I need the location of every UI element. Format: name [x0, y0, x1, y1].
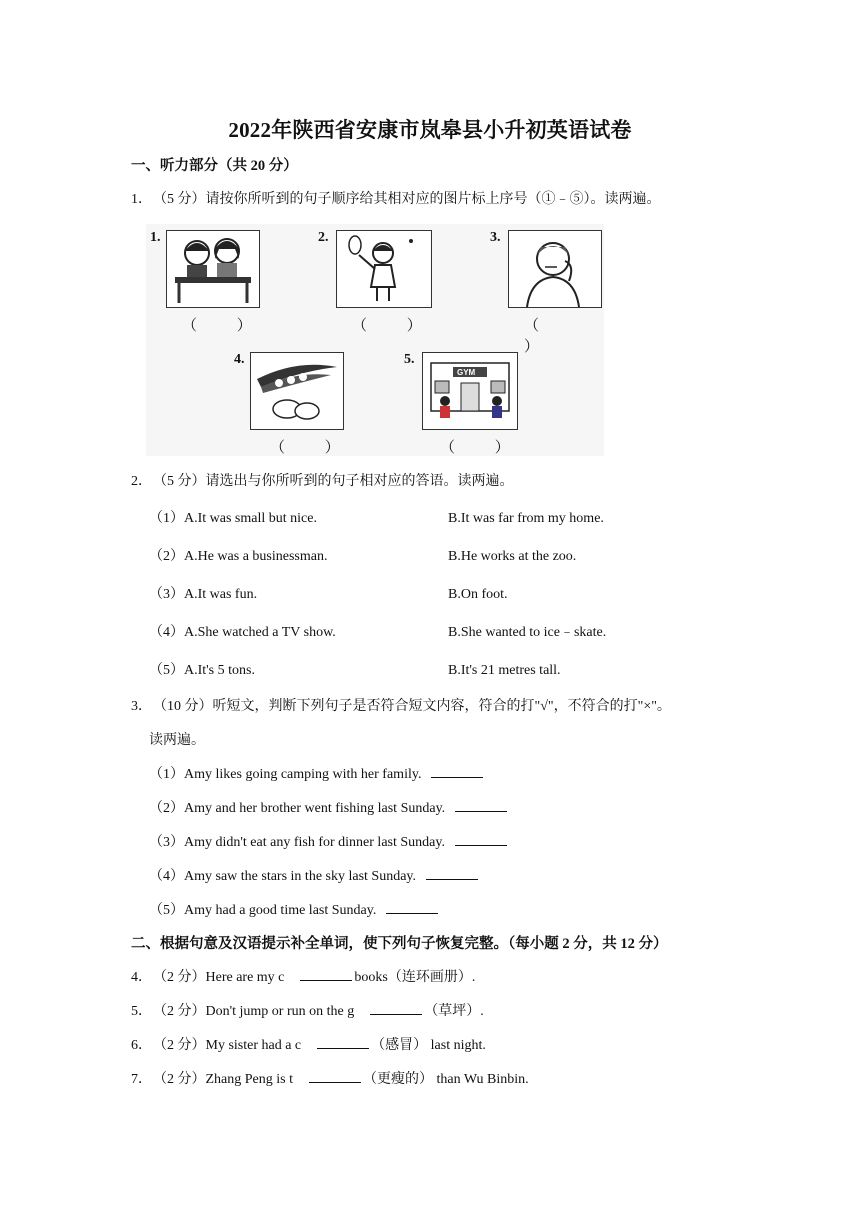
- question-text: （5 分）请按你所听到的句子顺序给其相对应的图片标上序号（①﹣⑤）。读两遍。: [153, 192, 661, 207]
- option-row: [149, 547, 709, 567]
- item-sentence: Amy and her brother went fishing last Sunday.: [184, 801, 446, 816]
- picture-5-answer-paren: （ ）: [440, 440, 528, 456]
- picture-2-answer-paren: （ ）: [352, 318, 440, 334]
- question-4: [131, 968, 475, 988]
- question-3: [131, 697, 671, 717]
- option-b: B.On foot.: [448, 587, 508, 602]
- question-1: [131, 190, 661, 210]
- picture-1-answer-paren: （ ）: [182, 318, 270, 334]
- picture-4-label: 4.: [234, 352, 245, 367]
- question-prefix: （2 分）Zhang Peng is t: [153, 1072, 293, 1087]
- option-a: A.It was small but nice.: [184, 511, 317, 526]
- picture-5-label: 5.: [404, 352, 415, 367]
- question-number: 2．: [131, 474, 152, 489]
- question-number: 4．: [131, 970, 152, 985]
- item-sentence: Amy didn't eat any fish for dinner last Sunday.: [184, 835, 445, 850]
- option-row: [149, 623, 709, 643]
- question-number: 7．: [131, 1072, 152, 1087]
- answer-blank[interactable]: [370, 1002, 422, 1015]
- option-a: A.He was a businessman.: [184, 549, 328, 564]
- option-b: B.She wanted to ice﹣skate.: [448, 625, 607, 640]
- question-5: [131, 1002, 484, 1022]
- picture-3-man-toothache: [508, 230, 602, 308]
- picture-3-label: 3.: [490, 230, 501, 245]
- item-number: （2）: [149, 549, 184, 564]
- answer-blank[interactable]: [317, 1036, 369, 1049]
- item-number: （1）: [149, 767, 184, 782]
- answer-blank[interactable]: [455, 833, 507, 846]
- section-heading-listening: 一、听力部分（共 20 分）: [131, 158, 298, 174]
- question-number: 3．: [131, 699, 152, 714]
- option-a: A.It's 5 tons.: [184, 663, 255, 678]
- item-number: （5）: [149, 903, 184, 918]
- question-number: 5．: [131, 1004, 152, 1019]
- gym-sign: GYM: [457, 368, 476, 377]
- answer-blank[interactable]: [431, 765, 483, 778]
- question-3-continued: 读两遍。: [149, 733, 205, 748]
- judgement-item: [149, 867, 482, 887]
- answer-blank[interactable]: [300, 968, 352, 981]
- option-row: [149, 585, 709, 605]
- item-number: （1）: [149, 511, 184, 526]
- question-suffix: books（连环画册）.: [354, 970, 476, 985]
- option-b: B.It was far from my home.: [448, 511, 604, 526]
- item-number: （3）: [149, 587, 184, 602]
- question-prefix: （2 分）Don't jump or run on the g: [153, 1004, 355, 1019]
- judgement-item: [149, 901, 442, 921]
- picture-figure: [146, 224, 604, 456]
- picture-5-gym: [422, 352, 518, 430]
- question-number: 6．: [131, 1038, 152, 1053]
- item-number: （5）: [149, 663, 184, 678]
- answer-blank[interactable]: [455, 799, 507, 812]
- question-prefix: （2 分）Here are my c: [153, 970, 285, 985]
- option-a: A.It was fun.: [184, 587, 258, 602]
- question-suffix: （更瘦的） than Wu Binbin.: [363, 1072, 529, 1087]
- question-suffix: （草坪）.: [424, 1004, 484, 1019]
- answer-blank[interactable]: [386, 901, 438, 914]
- judgement-item: [149, 833, 511, 853]
- option-row: [149, 509, 709, 529]
- judgement-item: [149, 799, 511, 819]
- question-suffix: （感冒） last night.: [371, 1038, 486, 1053]
- page-title: 2022年陕西省安康市岚皋县小升初英语试卷: [228, 118, 632, 142]
- question-prefix: （2 分）My sister had a c: [153, 1038, 302, 1053]
- picture-3-answer-paren: （ ）: [524, 318, 558, 355]
- question-2: [131, 472, 514, 492]
- item-sentence: Amy likes going camping with her family.: [184, 767, 422, 782]
- picture-1-label: 1.: [150, 230, 161, 245]
- picture-2-label: 2.: [318, 230, 329, 245]
- option-row: [149, 661, 709, 681]
- question-6: [131, 1036, 486, 1056]
- question-text: （10 分）听短文，判断下列句子是否符合短文内容，符合的打"√"，不符合的打"×"。: [153, 699, 671, 714]
- question-number: 1．: [131, 192, 152, 207]
- picture-2-girl-badminton: [336, 230, 432, 308]
- picture-4-answer-paren: （ ）: [270, 440, 358, 456]
- option-b: B.It's 21 metres tall.: [448, 663, 561, 678]
- picture-4-beans-potatoes: [250, 352, 344, 430]
- item-number: （2）: [149, 801, 184, 816]
- judgement-item: [149, 765, 487, 785]
- section-heading-vocabulary: 二、根据句意及汉语提示补全单词，使下列句子恢复完整。（每小题 2 分，共 12 分）: [131, 936, 668, 952]
- question-7: [131, 1070, 529, 1090]
- option-a: A.She watched a TV show.: [184, 625, 336, 640]
- option-b: B.He works at the zoo.: [448, 549, 577, 564]
- item-number: （4）: [149, 869, 184, 884]
- item-sentence: Amy had a good time last Sunday.: [184, 903, 377, 918]
- item-sentence: Amy saw the stars in the sky last Sunday.: [184, 869, 417, 884]
- answer-blank[interactable]: [309, 1070, 361, 1083]
- item-number: （4）: [149, 625, 184, 640]
- picture-1-children-at-desk: [166, 230, 260, 308]
- item-number: （3）: [149, 835, 184, 850]
- question-text: （5 分）请选出与你所听到的句子相对应的答语。读两遍。: [153, 474, 514, 489]
- answer-blank[interactable]: [426, 867, 478, 880]
